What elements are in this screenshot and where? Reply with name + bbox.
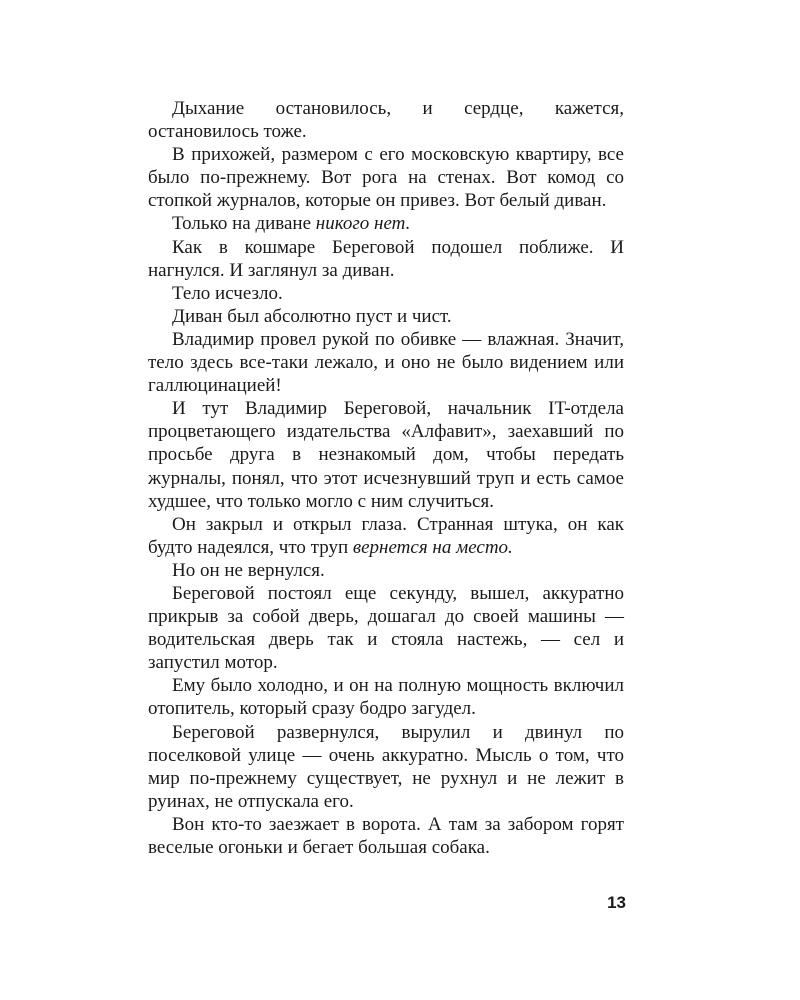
paragraph: Тело исчезло. — [172, 282, 283, 304]
italic-emphasis: никого нет. — [315, 213, 411, 235]
paragraph: Береговой развернулся, вырулил и двинул по поселковой улице — очень аккуратно. Мысль о том, что мир по-прежнему существует, не рухнул и не лежит в руинах, не отпускала его. — [148, 721, 624, 812]
paragraph: В прихожей, размером с его московскую квартиру, все было по-прежнему. Вот рога на стенах. Вот комод со стопкой журналов, которые он привез. Вот белый диван. — [148, 144, 624, 212]
paragraph: Но он не вернулся. — [172, 559, 325, 581]
italic-emphasis: вернется на место. — [352, 536, 513, 558]
paragraph: Вон кто-то заезжает в ворота. А там за забором горят веселые огоньки и бегает большая собака. — [148, 813, 624, 858]
page-number: 13 — [607, 893, 626, 912]
paragraph: Он закрыл и открыл глаза. Странная штука, он как будто надеялся, что труп вернется на место. — [148, 513, 624, 558]
paragraph: Береговой постоял еще секунду, вышел, аккуратно прикрыв за собой дверь, дошагал до своей машины — водительская дверь так и стояла настежь, — сел и запустил мотор. — [148, 582, 624, 674]
paragraph: Как в кошмаре Береговой подошел поближе. И нагнулся. И заглянул за диван. — [148, 236, 624, 281]
paragraph: Ему было холодно, и он на полную мощность включил отопитель, который сразу бодро загудел. — [148, 675, 624, 720]
body-text — [148, 97, 624, 859]
paragraph: И тут Владимир Береговой, начальник IT-отдела процветающего издательства «Алфавит», заехавший по просьбе друга в незнакомый дом, чтобы передать журналы, понял, что этот исчезнувший труп и есть самое худшее, что только могло с ним случиться. — [148, 398, 624, 512]
paragraph: Диван был абсолютно пуст и чист. — [172, 305, 452, 327]
paragraph: Только на диване никого нет. — [172, 213, 411, 235]
paragraph: Дыхание остановилось, и сердце, кажется, остановилось тоже. — [148, 98, 624, 143]
paragraph: Владимир провел рукой по обивке — влажная. Значит, тело здесь все-таки лежало, и оно не было видением или галлюцинацией! — [148, 328, 624, 397]
